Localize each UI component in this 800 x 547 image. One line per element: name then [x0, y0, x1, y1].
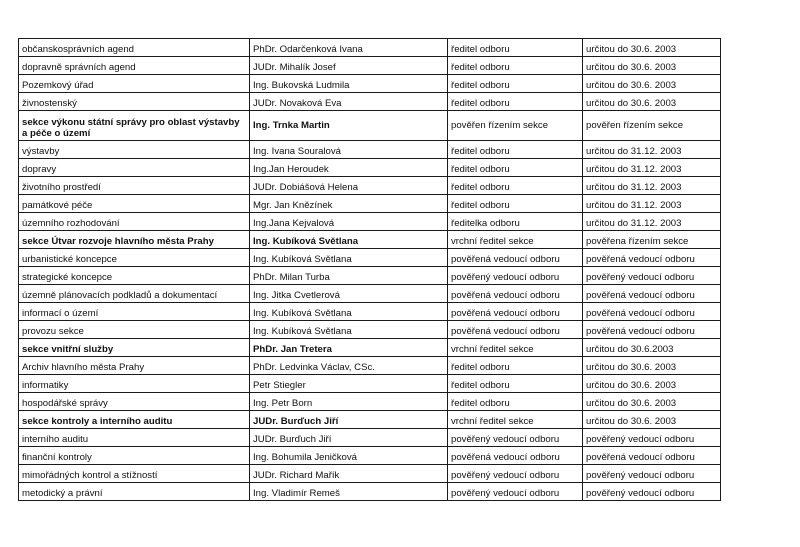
term-cell: určitou do 31.12. 2003 — [583, 177, 721, 195]
person-name-cell: JUDr. Burďuch Jiří — [250, 411, 448, 429]
function-cell: pověřený vedoucí odboru — [448, 465, 583, 483]
person-name-cell: Ing.Jan Heroudek — [250, 159, 448, 177]
unit-cell: provozu sekce — [19, 321, 250, 339]
function-cell: ředitel odboru — [448, 357, 583, 375]
unit-cell: životního prostředí — [19, 177, 250, 195]
person-name-cell: Ing. Kubíková Světlana — [250, 249, 448, 267]
person-name-cell: JUDr. Mihalík Josef — [250, 57, 448, 75]
table-row — [19, 141, 721, 159]
person-name-cell: JUDr. Dobiášová Helena — [250, 177, 448, 195]
unit-cell: strategické koncepce — [19, 267, 250, 285]
term-cell: určitou do 30.6. 2003 — [583, 357, 721, 375]
person-name-cell: Ing. Kubíková Světlana — [250, 321, 448, 339]
term-cell: určitou do 30.6. 2003 — [583, 39, 721, 57]
term-cell: určitou do 30.6. 2003 — [583, 393, 721, 411]
person-name-cell: Ing.Jana Kejvalová — [250, 213, 448, 231]
function-cell: pověřená vedoucí odboru — [448, 321, 583, 339]
function-cell: ředitel odboru — [448, 375, 583, 393]
function-cell: ředitel odboru — [448, 93, 583, 111]
person-name-cell: Ing. Jitka Cvetlerová — [250, 285, 448, 303]
function-cell: pověřený vedoucí odboru — [448, 483, 583, 501]
unit-cell: výstavby — [19, 141, 250, 159]
table-row — [19, 267, 721, 285]
term-cell: určitou do 30.6.2003 — [583, 339, 721, 357]
unit-cell: územně plánovacích podkladů a dokumentací — [19, 285, 250, 303]
person-name-cell: Ing. Bukovská Ludmila — [250, 75, 448, 93]
person-name-cell: Ing. Trnka Martin — [250, 111, 448, 141]
function-cell: pověřená vedoucí odboru — [448, 249, 583, 267]
term-cell: pověřená vedoucí odboru — [583, 447, 721, 465]
person-name-cell: JUDr. Burďuch Jiří — [250, 429, 448, 447]
term-cell: pověřená vedoucí odboru — [583, 285, 721, 303]
function-cell: ředitel odboru — [448, 39, 583, 57]
function-cell: vrchní ředitel sekce — [448, 231, 583, 249]
unit-cell: informatiky — [19, 375, 250, 393]
table-row — [19, 357, 721, 375]
unit-cell: finanční kontroly — [19, 447, 250, 465]
term-cell: určitou do 31.12. 2003 — [583, 159, 721, 177]
unit-cell: informací o území — [19, 303, 250, 321]
person-name-cell: JUDr. Richard Mařík — [250, 465, 448, 483]
table-row — [19, 285, 721, 303]
function-cell: ředitelka odboru — [448, 213, 583, 231]
organization-table-body — [19, 39, 721, 501]
unit-cell: dopravně správních agend — [19, 57, 250, 75]
person-name-cell: PhDr. Milan Turba — [250, 267, 448, 285]
term-cell: pověřená vedoucí odboru — [583, 249, 721, 267]
term-cell: pověřen řízením sekce — [583, 111, 721, 141]
table-row — [19, 93, 721, 111]
function-cell: vrchní ředitel sekce — [448, 411, 583, 429]
term-cell: určitou do 30.6. 2003 — [583, 57, 721, 75]
section-row — [19, 411, 721, 429]
table-row — [19, 39, 721, 57]
term-cell: určitou do 31.12. 2003 — [583, 141, 721, 159]
table-row — [19, 321, 721, 339]
person-name-cell: Ing. Ivana Souralová — [250, 141, 448, 159]
person-name-cell: Ing. Petr Born — [250, 393, 448, 411]
table-row — [19, 393, 721, 411]
table-row — [19, 195, 721, 213]
function-cell: pověřená vedoucí odboru — [448, 285, 583, 303]
unit-cell: mimořádných kontrol a stížností — [19, 465, 250, 483]
table-row — [19, 159, 721, 177]
function-cell: ředitel odboru — [448, 159, 583, 177]
term-cell: pověřený vedoucí odboru — [583, 267, 721, 285]
function-cell: ředitel odboru — [448, 141, 583, 159]
table-row — [19, 213, 721, 231]
table-row — [19, 249, 721, 267]
table-row — [19, 375, 721, 393]
term-cell: určitou do 30.6. 2003 — [583, 93, 721, 111]
unit-cell: Pozemkový úřad — [19, 75, 250, 93]
person-name-cell: Ing. Kubíková Světlana — [250, 303, 448, 321]
table-row — [19, 465, 721, 483]
function-cell: ředitel odboru — [448, 177, 583, 195]
table-row — [19, 447, 721, 465]
section-row — [19, 111, 721, 141]
term-cell: pověřený vedoucí odboru — [583, 483, 721, 501]
unit-cell: interního auditu — [19, 429, 250, 447]
term-cell: určitou do 30.6. 2003 — [583, 75, 721, 93]
unit-cell: sekce vnitřní služby — [19, 339, 250, 357]
term-cell: pověřená vedoucí odboru — [583, 303, 721, 321]
term-cell: určitou do 30.6. 2003 — [583, 411, 721, 429]
function-cell: pověřený vedoucí odboru — [448, 429, 583, 447]
table-row — [19, 483, 721, 501]
table-row — [19, 177, 721, 195]
function-cell: ředitel odboru — [448, 57, 583, 75]
unit-cell: dopravy — [19, 159, 250, 177]
function-cell: pověřená vedoucí odboru — [448, 303, 583, 321]
function-cell: vrchní ředitel sekce — [448, 339, 583, 357]
term-cell: určitou do 30.6. 2003 — [583, 375, 721, 393]
unit-cell: občanskosprávních agend — [19, 39, 250, 57]
table-row — [19, 75, 721, 93]
table-row — [19, 429, 721, 447]
function-cell: pověřená vedoucí odboru — [448, 447, 583, 465]
function-cell: ředitel odboru — [448, 75, 583, 93]
term-cell: pověřená vedoucí odboru — [583, 321, 721, 339]
table-row — [19, 303, 721, 321]
person-name-cell: Ing. Kubíková Světlana — [250, 231, 448, 249]
function-cell: pověřený vedoucí odboru — [448, 267, 583, 285]
function-cell: ředitel odboru — [448, 393, 583, 411]
person-name-cell: Petr Stiegler — [250, 375, 448, 393]
function-cell: ředitel odboru — [448, 195, 583, 213]
person-name-cell: JUDr. Novaková Eva — [250, 93, 448, 111]
unit-cell: hospodářské správy — [19, 393, 250, 411]
term-cell: určitou do 31.12. 2003 — [583, 195, 721, 213]
person-name-cell: Mgr. Jan Knězínek — [250, 195, 448, 213]
organization-table — [18, 38, 721, 501]
person-name-cell: PhDr. Ledvinka Václav, CSc. — [250, 357, 448, 375]
unit-cell: památkové péče — [19, 195, 250, 213]
section-row — [19, 231, 721, 249]
unit-cell: sekce Útvar rozvoje hlavního města Prahy — [19, 231, 250, 249]
unit-cell: živnostenský — [19, 93, 250, 111]
function-cell: pověřen řízením sekce — [448, 111, 583, 141]
section-row — [19, 339, 721, 357]
document-page — [18, 38, 720, 501]
person-name-cell: PhDr. Jan Tretera — [250, 339, 448, 357]
unit-cell: urbanistické koncepce — [19, 249, 250, 267]
person-name-cell: PhDr. Odarčenková Ivana — [250, 39, 448, 57]
unit-cell: metodický a právní — [19, 483, 250, 501]
term-cell: pověřený vedoucí odboru — [583, 429, 721, 447]
term-cell: pověřena řízením sekce — [583, 231, 721, 249]
term-cell: pověřený vedoucí odboru — [583, 465, 721, 483]
person-name-cell: Ing. Vladimír Remeš — [250, 483, 448, 501]
table-row — [19, 57, 721, 75]
unit-cell: územního rozhodování — [19, 213, 250, 231]
person-name-cell: Ing. Bohumila Jeničková — [250, 447, 448, 465]
unit-cell: sekce výkonu státní správy pro oblast výstavby a péče o území — [19, 111, 250, 141]
unit-cell: Archiv hlavního města Prahy — [19, 357, 250, 375]
term-cell: určitou do 31.12. 2003 — [583, 213, 721, 231]
unit-cell: sekce kontroly a interního auditu — [19, 411, 250, 429]
